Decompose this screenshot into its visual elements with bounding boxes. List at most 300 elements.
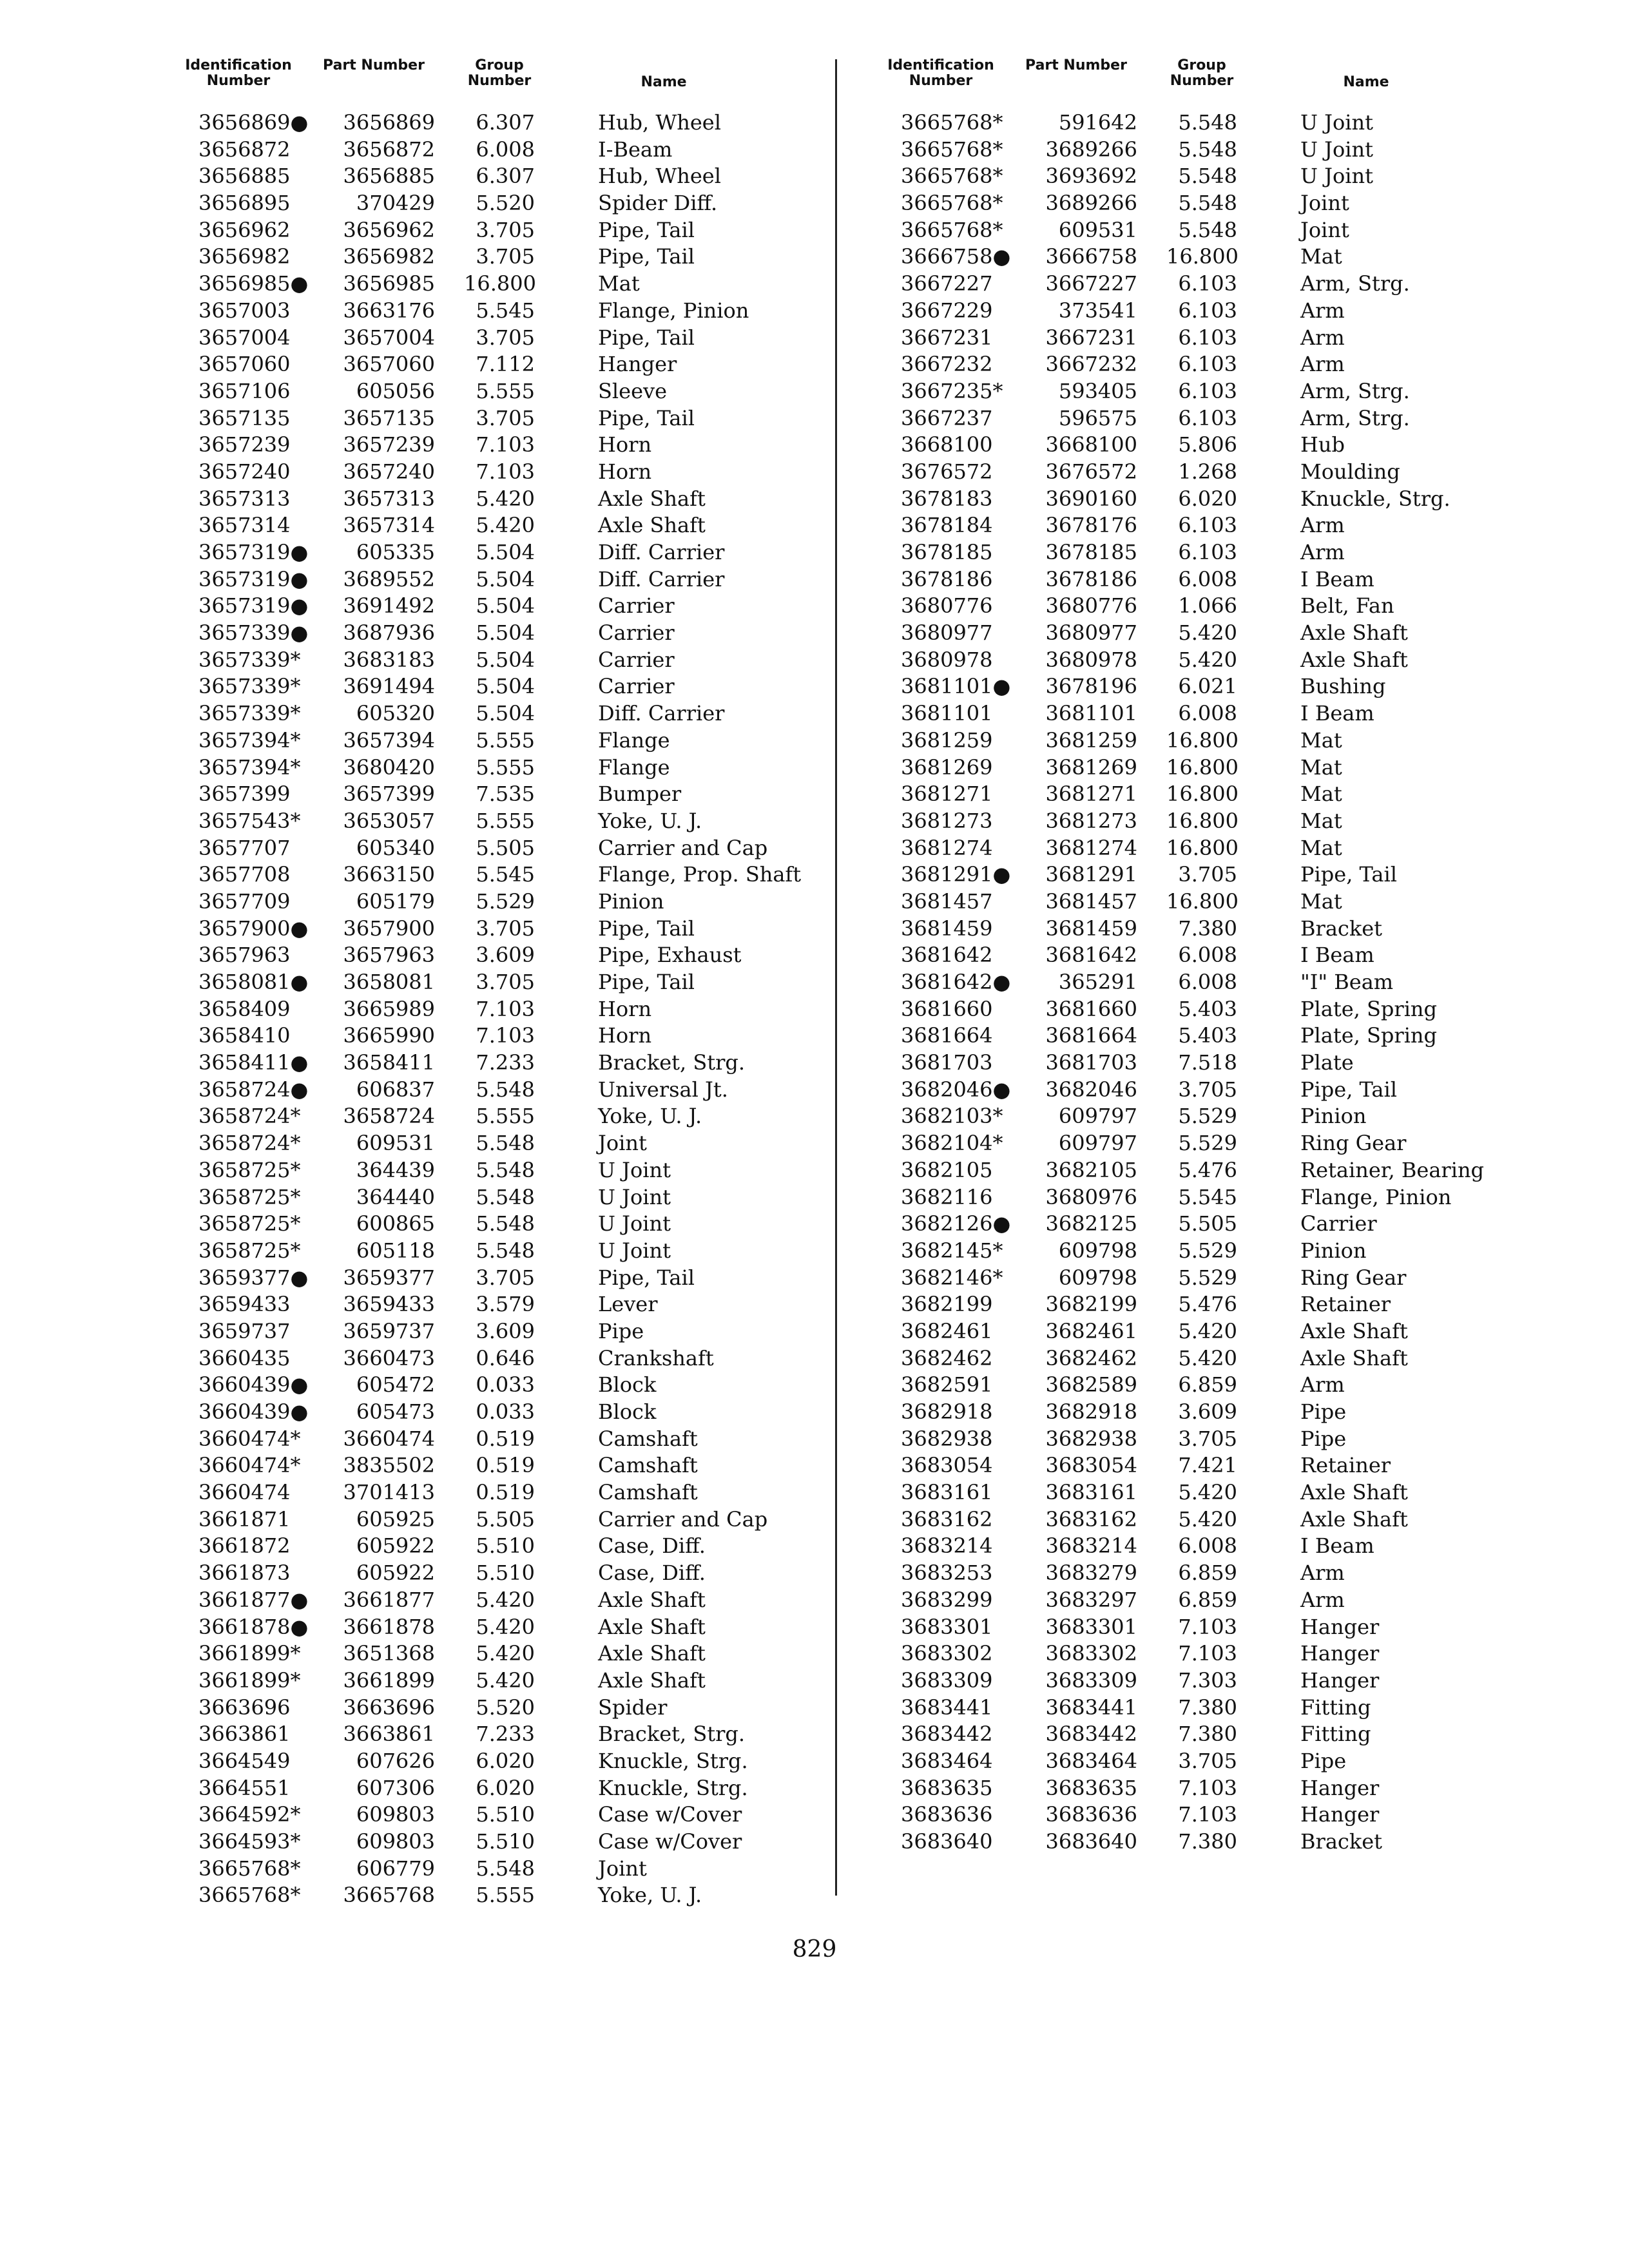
identification-number: 3681703 bbox=[901, 1050, 993, 1075]
table-row bbox=[174, 271, 818, 298]
group-number: 5.510 bbox=[476, 1533, 535, 1559]
table-row bbox=[174, 1399, 818, 1426]
identification-number: 3681274 bbox=[901, 835, 993, 860]
group-number: 1.268 bbox=[1178, 459, 1237, 484]
part-name: Pinion bbox=[598, 889, 664, 914]
group-number: 7.303 bbox=[1178, 1667, 1237, 1693]
identification-number: 3667229 bbox=[901, 298, 993, 323]
group-number: 16.800 bbox=[464, 271, 536, 296]
group-number: 5.476 bbox=[1178, 1292, 1237, 1317]
group-number: 0.033 bbox=[476, 1372, 535, 1398]
part-name: Hanger bbox=[1300, 1775, 1380, 1800]
table-row bbox=[174, 1640, 818, 1667]
identification-number: 3660435 bbox=[198, 1345, 291, 1370]
part-name: Flange bbox=[598, 727, 670, 753]
part-name: Camshaft bbox=[598, 1480, 698, 1505]
identification-number: 3665768* bbox=[901, 217, 1003, 242]
table-row bbox=[174, 916, 818, 943]
table-row bbox=[174, 1587, 818, 1614]
part-name: Arm bbox=[1300, 513, 1345, 538]
part-number: 3681269 bbox=[1045, 754, 1137, 780]
identification-number: 3682938 bbox=[901, 1426, 993, 1451]
part-name: Diff. Carrier bbox=[598, 566, 725, 591]
identification-number: 3658411● bbox=[198, 1050, 309, 1075]
part-number: 3681101 bbox=[1045, 701, 1137, 726]
identification-number: 3682462 bbox=[901, 1345, 993, 1370]
group-number: 5.420 bbox=[1178, 1318, 1237, 1343]
part-name: I Beam bbox=[1300, 701, 1374, 726]
identification-number: 3660439● bbox=[198, 1399, 309, 1424]
part-number: 605335 bbox=[356, 540, 435, 564]
part-number: 3656985 bbox=[343, 271, 435, 296]
part-name: Knuckle, Strg. bbox=[598, 1748, 748, 1773]
part-name: Diff. Carrier bbox=[598, 540, 725, 564]
part-name: Hub bbox=[1300, 432, 1345, 457]
part-name: Pipe, Tail bbox=[598, 405, 695, 430]
group-number: 7.103 bbox=[1178, 1802, 1237, 1827]
group-number: 5.420 bbox=[476, 1667, 535, 1693]
group-number: 0.646 bbox=[476, 1345, 535, 1370]
part-name: Pipe, Tail bbox=[598, 244, 695, 269]
table-row bbox=[876, 1560, 1521, 1587]
group-number: 7.103 bbox=[476, 432, 535, 457]
part-name: Mat bbox=[1300, 754, 1342, 780]
part-name: Axle Shaft bbox=[598, 1587, 706, 1612]
group-number: 3.705 bbox=[1178, 1426, 1237, 1451]
part-name: Block bbox=[598, 1399, 657, 1424]
table-row bbox=[876, 916, 1521, 943]
header-identification-number: Identification Number bbox=[887, 57, 994, 89]
identification-number: 3657708 bbox=[198, 862, 291, 887]
identification-number: 3681259 bbox=[901, 727, 993, 753]
group-number: 6.103 bbox=[1178, 513, 1237, 538]
part-number: 605340 bbox=[356, 835, 435, 860]
part-name: Axle Shaft bbox=[1300, 1480, 1408, 1505]
identification-number: 3678186 bbox=[901, 566, 993, 591]
table-row bbox=[174, 620, 818, 647]
part-name: Pinion bbox=[1300, 1104, 1367, 1129]
part-name: Fitting bbox=[1300, 1722, 1371, 1747]
table-row bbox=[876, 1372, 1521, 1399]
group-number: 0.033 bbox=[476, 1399, 535, 1424]
part-name: Pipe, Tail bbox=[1300, 862, 1397, 887]
part-number: 606837 bbox=[356, 1077, 435, 1102]
part-name: Bumper bbox=[598, 782, 682, 807]
part-number: 3682461 bbox=[1045, 1318, 1137, 1343]
identification-number: 3682116 bbox=[901, 1184, 993, 1209]
identification-number: 3667227 bbox=[901, 271, 993, 296]
part-number: 3656962 bbox=[343, 217, 435, 242]
identification-number: 3660474* bbox=[198, 1426, 301, 1451]
part-name: Bracket bbox=[1300, 916, 1382, 941]
part-name: Mat bbox=[1300, 808, 1342, 833]
table-row bbox=[174, 996, 818, 1023]
part-number: 609803 bbox=[356, 1802, 435, 1827]
table-row bbox=[174, 647, 818, 674]
part-number: 3683161 bbox=[1045, 1480, 1137, 1505]
group-number: 3.705 bbox=[476, 244, 535, 269]
table-row bbox=[876, 137, 1521, 164]
table-row bbox=[876, 1426, 1521, 1453]
group-number: 3.705 bbox=[476, 970, 535, 994]
part-number: 3663696 bbox=[343, 1695, 435, 1720]
part-number: 3656885 bbox=[343, 164, 435, 189]
part-number: 3660474 bbox=[343, 1426, 435, 1451]
group-number: 3.705 bbox=[1178, 1748, 1237, 1773]
identification-number: 3660474* bbox=[198, 1453, 301, 1478]
header-name: Name bbox=[1343, 74, 1389, 90]
part-number: 605922 bbox=[356, 1533, 435, 1559]
identification-number: 3664592* bbox=[198, 1802, 301, 1827]
part-number: 3683214 bbox=[1045, 1533, 1137, 1559]
part-name: Carrier and Cap bbox=[598, 835, 768, 860]
part-name: Carrier and Cap bbox=[598, 1506, 768, 1532]
part-name: Arm bbox=[1300, 540, 1345, 564]
table-row bbox=[876, 1023, 1521, 1050]
part-name: Pipe bbox=[598, 1318, 644, 1343]
group-number: 16.800 bbox=[1166, 889, 1239, 914]
group-number: 5.420 bbox=[1178, 1345, 1237, 1370]
table-row bbox=[174, 727, 818, 754]
table-row bbox=[876, 1318, 1521, 1345]
table-row bbox=[876, 1829, 1521, 1856]
part-name: U Joint bbox=[598, 1157, 671, 1182]
part-name: Pipe bbox=[1300, 1399, 1347, 1424]
part-name: Universal Jt. bbox=[598, 1077, 728, 1102]
group-number: 3.609 bbox=[476, 943, 535, 968]
table-row bbox=[876, 969, 1521, 996]
part-name: Ring Gear bbox=[1300, 1131, 1407, 1156]
group-number: 7.112 bbox=[476, 352, 535, 377]
part-name: Flange, Pinion bbox=[1300, 1184, 1452, 1209]
identification-number: 3683640 bbox=[901, 1829, 993, 1854]
part-name: Axle Shaft bbox=[1300, 1506, 1408, 1532]
part-number: 3683301 bbox=[1045, 1614, 1137, 1639]
table-row bbox=[174, 137, 818, 164]
part-number: 3681459 bbox=[1045, 916, 1137, 941]
table-row bbox=[174, 539, 818, 566]
identification-number: 3665768* bbox=[901, 110, 1003, 135]
part-number: 3681273 bbox=[1045, 808, 1137, 833]
group-number: 16.800 bbox=[1166, 244, 1239, 269]
group-number: 5.548 bbox=[1178, 164, 1237, 189]
identification-number: 3663861 bbox=[198, 1722, 291, 1747]
table-row bbox=[876, 217, 1521, 244]
table-row bbox=[876, 942, 1521, 969]
table-row bbox=[174, 217, 818, 244]
part-number: 3683441 bbox=[1045, 1695, 1137, 1720]
part-number: 3835502 bbox=[343, 1453, 435, 1478]
table-row bbox=[876, 459, 1521, 486]
group-number: 5.548 bbox=[476, 1077, 535, 1102]
group-number: 5.555 bbox=[476, 1104, 535, 1129]
group-number: 3.705 bbox=[476, 325, 535, 350]
part-number: 3661877 bbox=[343, 1587, 435, 1612]
identification-number: 3660439● bbox=[198, 1372, 309, 1398]
group-number: 5.548 bbox=[476, 1131, 535, 1156]
table-row bbox=[876, 1506, 1521, 1533]
group-number: 5.529 bbox=[1178, 1104, 1237, 1129]
table-row bbox=[174, 1748, 818, 1775]
part-name: Joint bbox=[1300, 217, 1349, 242]
group-number: 5.555 bbox=[476, 808, 535, 833]
identification-number: 3683054 bbox=[901, 1453, 993, 1478]
group-number: 5.505 bbox=[476, 835, 535, 860]
part-number: 3657135 bbox=[343, 405, 435, 430]
identification-number: 3681642 bbox=[901, 943, 993, 968]
table-row bbox=[174, 566, 818, 593]
part-name: Case w/Cover bbox=[598, 1802, 742, 1827]
part-name: Joint bbox=[598, 1131, 647, 1156]
table-row bbox=[174, 781, 818, 808]
group-number: 5.548 bbox=[476, 1238, 535, 1263]
identification-number: 3657135 bbox=[198, 405, 291, 430]
identification-number: 3656982 bbox=[198, 244, 291, 269]
part-number: 3681703 bbox=[1045, 1050, 1137, 1075]
part-number: 3666758 bbox=[1045, 244, 1137, 269]
part-name: Arm, Strg. bbox=[1300, 378, 1410, 403]
part-name: Knuckle, Strg. bbox=[1300, 486, 1451, 511]
identification-number: 3682145* bbox=[901, 1238, 1003, 1263]
part-name: Joint bbox=[598, 1856, 647, 1881]
part-number: 3681274 bbox=[1045, 835, 1137, 860]
part-number: 3687936 bbox=[343, 620, 435, 646]
table-row bbox=[876, 996, 1521, 1023]
identification-number: 3658725* bbox=[198, 1157, 301, 1182]
table-row bbox=[174, 754, 818, 782]
group-number: 5.529 bbox=[1178, 1265, 1237, 1290]
table-row bbox=[174, 1506, 818, 1533]
identification-number: 3681660 bbox=[901, 996, 993, 1021]
part-name: Spider bbox=[598, 1695, 668, 1720]
table-row bbox=[876, 1184, 1521, 1211]
identification-number: 3683441 bbox=[901, 1695, 993, 1720]
identification-number: 3665768* bbox=[901, 164, 1003, 189]
column-divider bbox=[835, 59, 837, 1896]
table-row bbox=[174, 351, 818, 378]
group-number: 7.233 bbox=[476, 1722, 535, 1747]
table-row bbox=[174, 1184, 818, 1211]
part-name: Crankshaft bbox=[598, 1345, 714, 1370]
table-row bbox=[876, 620, 1521, 647]
part-number: 3690160 bbox=[1045, 486, 1137, 511]
part-number: 605179 bbox=[356, 889, 435, 914]
part-number: 605320 bbox=[356, 701, 435, 726]
table-row bbox=[876, 1802, 1521, 1829]
identification-number: 3657239 bbox=[198, 432, 291, 457]
part-number: 3682462 bbox=[1045, 1345, 1137, 1370]
identification-number: 3667231 bbox=[901, 325, 993, 350]
group-number: 5.555 bbox=[476, 727, 535, 753]
group-number: 5.504 bbox=[476, 566, 535, 591]
group-number: 3.705 bbox=[1178, 1077, 1237, 1102]
table-row bbox=[174, 244, 818, 271]
table-row bbox=[174, 1695, 818, 1722]
part-number: 3667231 bbox=[1045, 325, 1137, 350]
identification-number: 3667232 bbox=[901, 352, 993, 377]
part-name: Mat bbox=[598, 271, 640, 296]
part-number: 3657060 bbox=[343, 352, 435, 377]
identification-number: 3657394* bbox=[198, 754, 301, 780]
identification-number: 3665768* bbox=[198, 1856, 301, 1881]
part-number: 3693692 bbox=[1045, 164, 1137, 189]
identification-number: 3682046● bbox=[901, 1077, 1011, 1102]
table-row bbox=[876, 1265, 1521, 1292]
table-row bbox=[876, 1479, 1521, 1506]
table-row bbox=[876, 325, 1521, 352]
identification-number: 3659737 bbox=[198, 1318, 291, 1343]
group-number: 6.008 bbox=[1178, 970, 1237, 994]
part-name: Flange, Pinion bbox=[598, 298, 749, 323]
part-number: 3682046 bbox=[1045, 1077, 1137, 1102]
identification-number: 3656885 bbox=[198, 164, 291, 189]
identification-number: 3661878● bbox=[198, 1614, 309, 1639]
table-row bbox=[876, 1238, 1521, 1265]
identification-number: 3656985● bbox=[198, 271, 309, 296]
part-number: 3682938 bbox=[1045, 1426, 1137, 1451]
identification-number: 3657060 bbox=[198, 352, 291, 377]
group-number: 5.403 bbox=[1178, 1023, 1237, 1048]
group-number: 6.008 bbox=[1178, 701, 1237, 726]
group-number: 7.380 bbox=[1178, 1722, 1237, 1747]
group-number: 5.403 bbox=[1178, 996, 1237, 1021]
part-number: 3660473 bbox=[343, 1345, 435, 1370]
part-name: Pipe, Tail bbox=[598, 325, 695, 350]
identification-number: 3683635 bbox=[901, 1775, 993, 1800]
group-number: 6.307 bbox=[476, 110, 535, 135]
table-row bbox=[174, 1829, 818, 1856]
part-name: I Beam bbox=[1300, 566, 1374, 591]
header-part-number: Part Number bbox=[323, 57, 425, 73]
group-number: 6.103 bbox=[1178, 352, 1237, 377]
part-number: 365291 bbox=[1058, 970, 1137, 994]
table-row bbox=[876, 163, 1521, 190]
part-number: 605925 bbox=[356, 1506, 435, 1532]
part-number: 600865 bbox=[356, 1211, 435, 1236]
part-number: 3667227 bbox=[1045, 271, 1137, 296]
part-name: Moulding bbox=[1300, 459, 1400, 484]
part-number: 364439 bbox=[356, 1157, 435, 1182]
header-name: Name bbox=[641, 74, 687, 90]
part-number: 3683635 bbox=[1045, 1775, 1137, 1800]
part-name: Pipe, Tail bbox=[598, 217, 695, 242]
table-row bbox=[174, 298, 818, 325]
group-number: 5.476 bbox=[1178, 1157, 1237, 1182]
part-name: Flange bbox=[598, 754, 670, 780]
part-number: 3656872 bbox=[343, 137, 435, 162]
identification-number: 3667235* bbox=[901, 378, 1003, 403]
table-row bbox=[174, 486, 818, 513]
identification-number: 3681101 bbox=[901, 701, 993, 726]
part-number: 3663150 bbox=[343, 862, 435, 887]
part-name: Bracket bbox=[1300, 1829, 1382, 1854]
part-name: Carrier bbox=[598, 620, 675, 646]
identification-number: 3659433 bbox=[198, 1292, 291, 1317]
part-number: 3658081 bbox=[343, 970, 435, 994]
group-number: 5.504 bbox=[476, 647, 535, 672]
header-identification-number: Identification Number bbox=[185, 57, 292, 89]
identification-number: 3657339* bbox=[198, 701, 301, 726]
part-name: Hanger bbox=[1300, 1667, 1380, 1693]
part-number: 3659377 bbox=[343, 1265, 435, 1290]
group-number: 7.103 bbox=[476, 459, 535, 484]
part-number: 3682589 bbox=[1045, 1372, 1137, 1398]
part-number: 3683162 bbox=[1045, 1506, 1137, 1532]
part-number: 3680977 bbox=[1045, 620, 1137, 646]
group-number: 0.519 bbox=[476, 1453, 535, 1478]
part-number: 3657240 bbox=[343, 459, 435, 484]
part-name: Hanger bbox=[1300, 1802, 1380, 1827]
part-name: Carrier bbox=[598, 647, 675, 672]
identification-number: 3682918 bbox=[901, 1399, 993, 1424]
group-number: 6.020 bbox=[476, 1775, 535, 1800]
identification-number: 3678184 bbox=[901, 513, 993, 538]
part-number: 3667232 bbox=[1045, 352, 1137, 377]
table-row bbox=[876, 861, 1521, 889]
part-name: Hub, Wheel bbox=[598, 110, 721, 135]
part-name: Arm bbox=[1300, 325, 1345, 350]
part-name: Retainer, Bearing bbox=[1300, 1157, 1485, 1182]
table-row bbox=[876, 727, 1521, 754]
part-number: 3653057 bbox=[343, 808, 435, 833]
part-number: 3681259 bbox=[1045, 727, 1137, 753]
part-number: 3682105 bbox=[1045, 1157, 1137, 1182]
part-number: 3659737 bbox=[343, 1318, 435, 1343]
part-name: Mat bbox=[1300, 835, 1342, 860]
table-row bbox=[174, 1882, 818, 1909]
table-row bbox=[876, 271, 1521, 298]
table-row bbox=[876, 1721, 1521, 1748]
group-number: 16.800 bbox=[1166, 727, 1239, 753]
identification-number: 3665768* bbox=[198, 1883, 301, 1908]
identification-number: 3656962 bbox=[198, 217, 291, 242]
group-number: 5.548 bbox=[476, 1157, 535, 1182]
group-number: 6.020 bbox=[476, 1748, 535, 1773]
group-number: 5.420 bbox=[1178, 647, 1237, 672]
group-number: 5.420 bbox=[476, 1641, 535, 1666]
group-number: 6.859 bbox=[1178, 1561, 1237, 1586]
part-name: Mat bbox=[1300, 727, 1342, 753]
group-number: 3.579 bbox=[476, 1292, 535, 1317]
identification-number: 3683309 bbox=[901, 1667, 993, 1693]
table-row bbox=[876, 405, 1521, 432]
part-name: Retainer bbox=[1300, 1292, 1391, 1317]
group-number: 3.705 bbox=[476, 217, 535, 242]
identification-number: 3666758● bbox=[901, 244, 1011, 269]
table-row bbox=[174, 673, 818, 700]
group-number: 3.609 bbox=[1178, 1399, 1237, 1424]
identification-number: 3678185 bbox=[901, 540, 993, 564]
part-name: Bracket, Strg. bbox=[598, 1722, 746, 1747]
left-header bbox=[174, 52, 818, 110]
table-row bbox=[876, 1667, 1521, 1695]
part-name: Horn bbox=[598, 459, 652, 484]
group-number: 0.519 bbox=[476, 1480, 535, 1505]
identification-number: 3680978 bbox=[901, 647, 993, 672]
part-number: 609531 bbox=[356, 1131, 435, 1156]
table-row bbox=[876, 781, 1521, 808]
part-number: 3668100 bbox=[1045, 432, 1137, 457]
group-number: 6.008 bbox=[476, 137, 535, 162]
group-number: 6.103 bbox=[1178, 540, 1237, 564]
group-number: 5.510 bbox=[476, 1802, 535, 1827]
table-row bbox=[876, 1640, 1521, 1667]
identification-number: 3682105 bbox=[901, 1157, 993, 1182]
table-row bbox=[876, 1050, 1521, 1077]
group-number: 6.008 bbox=[1178, 1533, 1237, 1559]
identification-number: 3682103* bbox=[901, 1104, 1003, 1129]
part-number: 3656869 bbox=[343, 110, 435, 135]
